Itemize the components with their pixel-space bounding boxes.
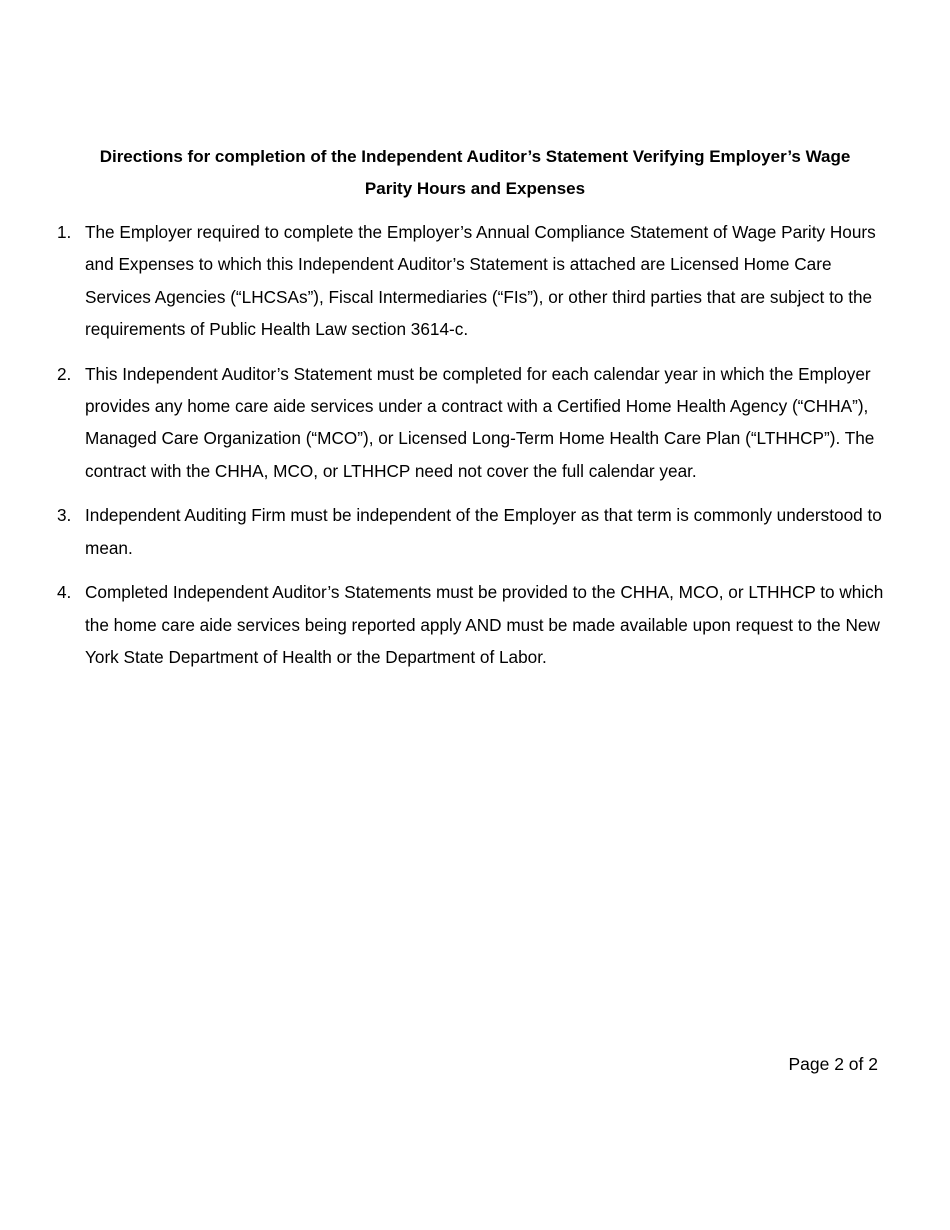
list-item-text: Completed Independent Auditor’s Statements must be provided to the CHHA, MCO, or LTHHCP to which the home care aide services being reported apply AND must be made available upon request to the New York State Department of Health or the Department of Labor.: [85, 582, 884, 668]
list-item-number: 2.: [57, 363, 72, 384]
directions-list: [52, 216, 897, 686]
list-item-number: 4.: [57, 582, 72, 603]
list-item-text: This Independent Auditor’s Statement must be completed for each calendar year in which the Employer provides any home care aide services under a contract with a Certified Home Health Agency (“CHHA”), Managed Care Organization (“MCO”), or Licensed Long-Term Home Health Care Plan (“LTHHCP”). The contract with the CHHA, MCO, or LTHHCP need not cover the full calendar year.: [85, 363, 875, 481]
list-item: [52, 358, 897, 487]
page-number: Page 2 of 2: [788, 1054, 878, 1074]
list-item-text: Independent Auditing Firm must be independent of the Employer as that term is commonly understood to mean.: [85, 505, 882, 558]
list-item: [52, 499, 897, 564]
page-title-line-2: Parity Hours and Expenses: [364, 179, 586, 198]
list-item: [52, 216, 897, 345]
list-item-text: The Employer required to complete the Employer’s Annual Compliance Statement of Wage Parity Hours and Expenses to which this Independent Auditor’s Statement is attached are Licensed Home Care Services Agencies (“LHCSAs”), Fiscal Intermediaries (“FIs”), or other third parties that are subject to the requirements of Public Health Law section 3614-c.: [85, 222, 876, 339]
page-title-line-1: Directions for completion of the Independent Auditor’s Statement Verifying Employer’s Wage: [99, 147, 851, 166]
page-title: [55, 141, 895, 205]
list-item: [52, 576, 897, 673]
list-item-number: 1.: [57, 222, 72, 242]
list-item-number: 3.: [57, 505, 72, 526]
